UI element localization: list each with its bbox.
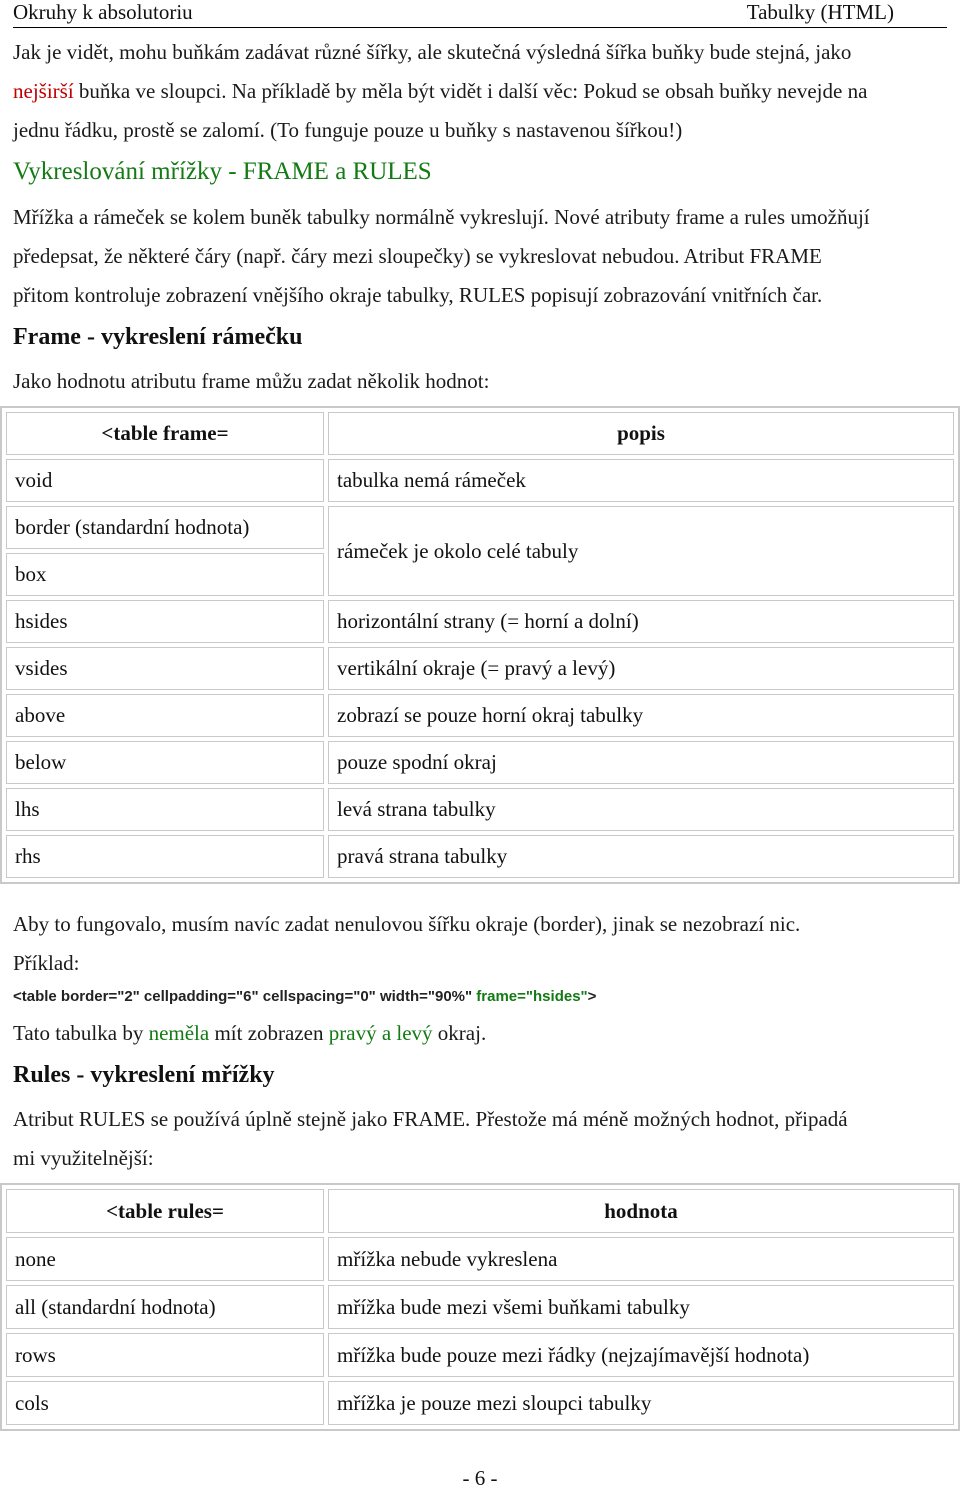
rules-line-1: Atribut RULES se používá úplně stejně jako FRAME. Přestože má méně možných hodnot, připadá xyxy=(13,1107,848,1131)
value-col-header: hodnota xyxy=(328,1189,954,1233)
section-title-grid: Vykreslování mřížky - FRAME a RULES xyxy=(13,158,432,185)
rules-line-2: mi využitelnější: xyxy=(13,1146,154,1170)
frame-col-header: <table frame= xyxy=(6,412,324,455)
highlight-widest: nejširší xyxy=(13,79,74,103)
table-row: vsides vertikální okraje (= pravý a levý) xyxy=(6,647,954,690)
intro-line-2: nejširší buňka ve sloupci. Na příkladě by měla být vidět i další věc: Pokud se obsah buňky nevejde na xyxy=(13,79,868,103)
table-row: above zobrazí se pouze horní okraj tabulky xyxy=(6,694,954,737)
example-note: Tato tabulka by neměla mít zobrazen pravý a levý okraj. xyxy=(13,1021,487,1045)
table-row: cols mřížka je pouze mezi sloupci tabulky xyxy=(6,1381,954,1425)
intro-line-1: Jak je vidět, mohu buňkám zadávat různé šířky, ale skutečná výsledná šířka buňky bude stejná, jako xyxy=(13,40,852,64)
table-row: none mřížka nebude vykreslena xyxy=(6,1237,954,1281)
frame-intro: Jako hodnotu atributu frame můžu zadat několik hodnot: xyxy=(13,369,490,393)
rules-col-header: <table rules= xyxy=(6,1189,324,1233)
rules-title: Rules - vykreslení mřížky xyxy=(13,1062,275,1088)
section1-line-2: předepsat, že některé čáry (např. čáry mezi sloupečky) se vykreslovat nebudou. Atribut FRAME xyxy=(13,244,822,268)
page-number: - 6 - xyxy=(462,1466,498,1490)
section1-line-3: přitom kontroluje zobrazení vnějšího okraje tabulky, RULES popisují zobrazování vnitřních čar. xyxy=(13,283,823,307)
table-header-row xyxy=(6,1189,954,1233)
table-row: void tabulka nemá rámeček xyxy=(6,459,954,502)
table-row: box xyxy=(6,553,954,596)
table-row: border (standardní hodnota) rámeček je okolo celé tabuly xyxy=(6,506,954,549)
header-right: Tabulky (HTML) xyxy=(746,0,894,24)
section1-line-1: Mřížka a rámeček se kolem buněk tabulky normálně vykreslují. Nové atributy frame a rules umožňují xyxy=(13,205,870,229)
example-code: <table border="2" cellpadding="6" cellspacing="0" width="90%" frame="hsides"> xyxy=(13,988,597,1005)
table-row: all (standardní hodnota) mřížka bude mezi všemi buňkami tabulky xyxy=(6,1285,954,1329)
desc-col-header: popis xyxy=(328,412,954,455)
frame-after: Aby to fungovalo, musím navíc zadat nenulovou šířku okraje (border), jinak se nezobrazí nic. xyxy=(13,912,801,936)
table-row: hsides horizontální strany (= horní a dolní) xyxy=(6,600,954,643)
frame-table xyxy=(0,406,960,884)
rules-table xyxy=(0,1183,960,1431)
intro-line-3: jednu řádku, prostě se zalomí. (To funguje pouze u buňky s nastavenou šířkou!) xyxy=(13,118,683,142)
frame-title: Frame - vykreslení rámečku xyxy=(13,324,303,350)
table-row: rhs pravá strana tabulky xyxy=(6,835,954,878)
header-left: Okruhy k absolutoriu xyxy=(13,0,193,24)
page-header xyxy=(13,0,947,28)
table-header-row xyxy=(6,412,954,455)
table-row: below pouze spodní okraj xyxy=(6,741,954,784)
table-row: lhs levá strana tabulky xyxy=(6,788,954,831)
table-row: rows mřížka bude pouze mezi řádky (nejzajímavější hodnota) xyxy=(6,1333,954,1377)
example-label: Příklad: xyxy=(13,951,80,975)
